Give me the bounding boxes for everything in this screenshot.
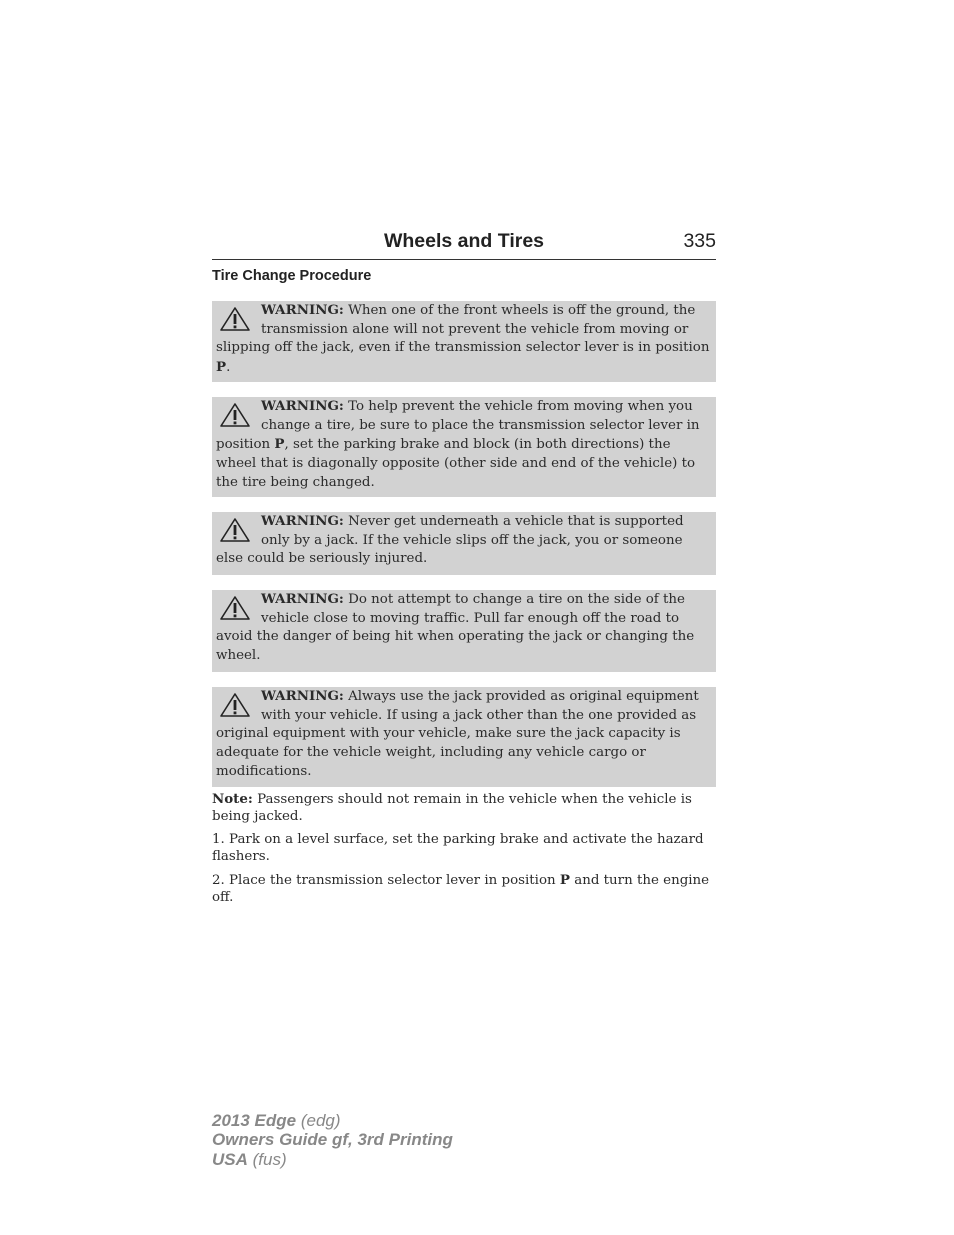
warning-text: Never get underneath a vehicle that is supported only by a jack. If the vehicle slips off the jack, you or someone else could be seriously injured. bbox=[216, 514, 684, 567]
page-header bbox=[212, 228, 716, 260]
warning-box bbox=[212, 687, 716, 787]
warning-label: WARNING: bbox=[261, 688, 344, 704]
page-number: 335 bbox=[683, 230, 716, 252]
warning-text: . bbox=[226, 360, 231, 376]
page-title: Wheels and Tires bbox=[383, 230, 545, 252]
warning-label: WARNING: bbox=[261, 513, 344, 529]
warning-label: WARNING: bbox=[261, 398, 344, 414]
step-text: 1. Park on a level surface, set the parking brake and activate the hazard flashers. bbox=[212, 832, 704, 864]
step-bold-text: P bbox=[559, 872, 570, 888]
warning-triangle-icon bbox=[219, 595, 251, 621]
warning-bold-text: P bbox=[216, 359, 227, 376]
warning-box bbox=[212, 301, 716, 382]
footer-model-code: (edg) bbox=[296, 1111, 341, 1130]
note-text: Passengers should not remain in the vehicle when the vehicle is being jacked. bbox=[212, 792, 692, 824]
footer-model: 2013 Edge bbox=[212, 1111, 297, 1130]
footer-line bbox=[212, 1111, 453, 1130]
step-text: and turn the engine off. bbox=[212, 873, 710, 905]
warning-text: , set the parking brake and block (in both directions) the wheel that is diagonally opposite (other side and end of the vehicle) to the tire being changed. bbox=[216, 437, 696, 490]
step-item bbox=[212, 872, 716, 906]
warning-label: WARNING: bbox=[261, 302, 344, 318]
warning-label: WARNING: bbox=[261, 591, 344, 607]
warning-bold-text: P bbox=[274, 436, 285, 453]
warning-text: To help prevent the vehicle from moving when you change a tire, be sure to place the transmission selector lever in position bbox=[216, 399, 700, 453]
warning-triangle-icon bbox=[219, 306, 251, 332]
section-title: Tire Change Procedure bbox=[212, 268, 372, 284]
page-footer bbox=[212, 1111, 453, 1169]
note-paragraph bbox=[212, 791, 716, 825]
warning-text: Do not attempt to change a tire on the side of the vehicle close to moving traffic. Pull far enough off the road to avoid the danger of being hit when operating the jack or changing the wheel. bbox=[216, 592, 695, 664]
warning-text: When one of the front wheels is off the ground, the transmission alone will not prevent the vehicle from moving or slipping off the jack, even if the transmission selector lever is in position bbox=[216, 303, 710, 356]
footer-market: USA bbox=[212, 1149, 248, 1169]
step-text: 2. Place the transmission selector lever in position bbox=[212, 873, 560, 888]
warning-box bbox=[212, 590, 716, 672]
warning-box bbox=[212, 397, 716, 497]
warning-box bbox=[212, 512, 716, 575]
footer-line bbox=[212, 1150, 453, 1169]
footer-market-code: (fus) bbox=[247, 1149, 287, 1169]
warning-triangle-icon bbox=[219, 517, 251, 543]
manual-page bbox=[212, 228, 716, 906]
step-item bbox=[212, 832, 716, 865]
warning-triangle-icon bbox=[219, 402, 251, 428]
footer-guide: Owners Guide gf, 3rd Printing bbox=[212, 1130, 453, 1150]
note-label: Note: bbox=[212, 791, 253, 807]
warning-triangle-icon bbox=[219, 692, 251, 718]
warning-text: Always use the jack provided as original equipment with your vehicle. If using a jack other than the one provided as original equipment with your vehicle, make sure the jack capacity is adequate for the vehicle weight, including any vehicle cargo or modifications. bbox=[216, 689, 699, 779]
